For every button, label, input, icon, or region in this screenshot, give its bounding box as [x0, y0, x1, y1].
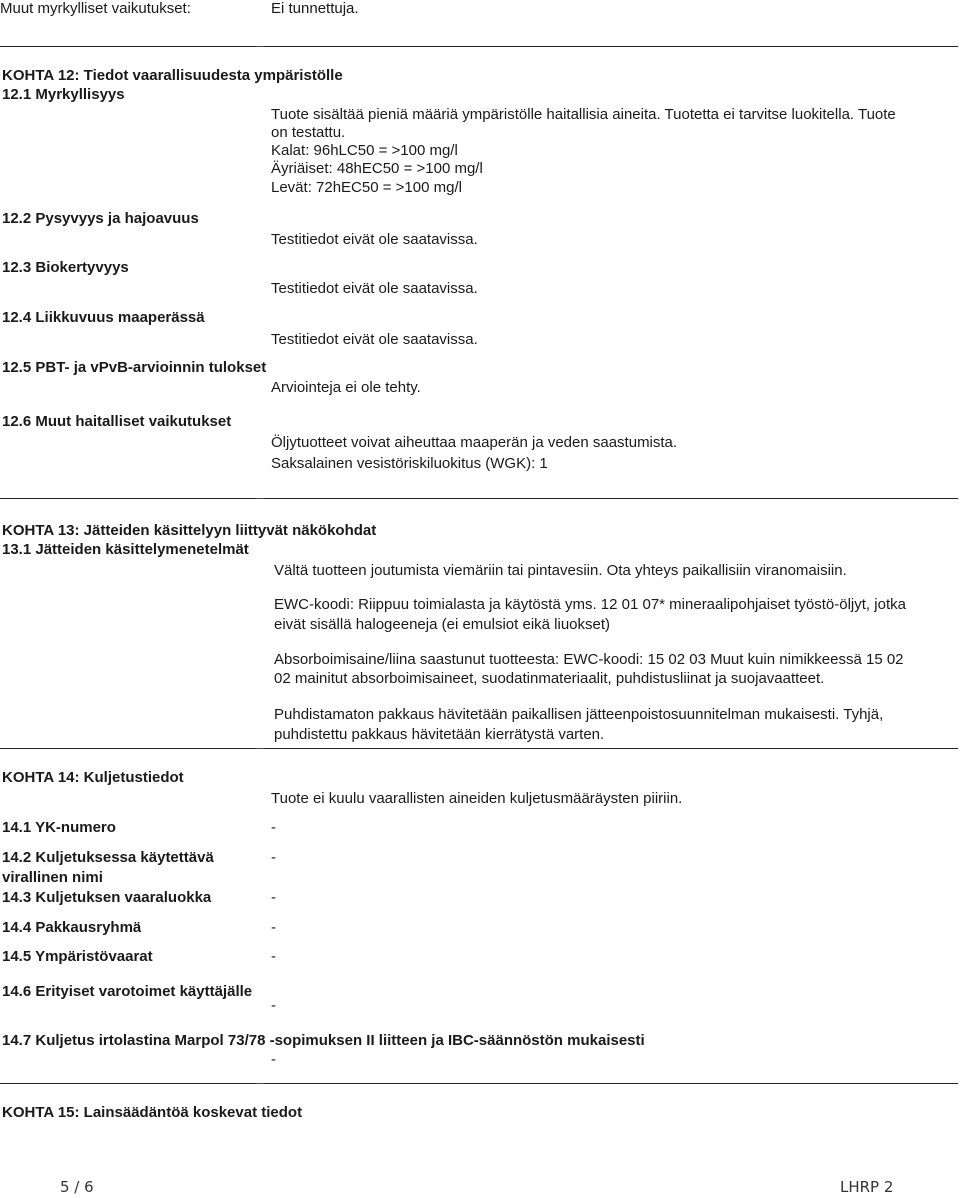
other-effects-line: Öljytuotteet voivat aiheuttaa maaperän ja veden saastumista. — [271, 434, 678, 451]
section-14-heading: KOHTA 14: Kuljetustiedot — [2, 769, 184, 786]
special-precautions-value: - — [271, 997, 276, 1014]
waste-paragraph: Absorboimisaine/liina saastunut tuotteesta: EWC-koodi: 15 02 03 Muut kuin nimikkeessä 15 02 — [274, 651, 904, 668]
other-toxic-effects-label: Muut myrkylliset vaikutukset: — [0, 0, 191, 17]
other-toxic-effects-value: Ei tunnettuja. — [271, 0, 359, 17]
waste-methods-label: 13.1 Jätteiden käsittelymenetelmät — [2, 541, 249, 558]
section-15-heading: KOHTA 15: Lainsäädäntöä koskevat tiedot — [2, 1104, 303, 1121]
divider-tick — [256, 46, 264, 47]
bulk-transport-label: 14.7 Kuljetus irtolastina Marpol 73/78 -sopimuksen II liitteen ja IBC-säännöstön mukaisesti — [2, 1032, 645, 1049]
shipping-name-label: 14.2 Kuljetuksessa käytettävä — [2, 849, 214, 866]
divider-tick — [256, 498, 264, 499]
waste-paragraph: Vältä tuotteen joutumista viemäriin tai pintavesiin. Ota yhteys paikallisiin viranomaisiin. — [274, 562, 847, 579]
waste-paragraph: EWC-koodi: Riippuu toimialasta ja käytöstä yms. 12 01 07* mineraalipohjaiset työstö-öljyt, jotka — [274, 596, 906, 613]
waste-paragraph: puhdistettu pakkaus hävitetään kierrätystä varten. — [274, 726, 605, 743]
pbt-value: Arviointeja ei ole tehty. — [271, 379, 421, 396]
waste-paragraph: Puhdistamaton pakkaus hävitetään paikallisen jätteenpoistosuunnitelman mukaisesti. Tyhjä, — [274, 706, 884, 723]
section-divider — [0, 46, 958, 47]
special-precautions-label: 14.6 Erityiset varotoimet käyttäjälle — [2, 983, 253, 1000]
pbt-label: 12.5 PBT- ja vPvB-arvioinnin tulokset — [2, 359, 267, 376]
persistence-value: Testitiedot eivät ole saatavissa. — [271, 231, 478, 248]
mobility-value: Testitiedot eivät ole saatavissa. — [271, 331, 478, 348]
page-number: 5 / 6 — [60, 1178, 94, 1196]
packing-group-value: - — [271, 919, 276, 936]
mobility-label: 12.4 Liikkuvuus maaperässä — [2, 309, 205, 326]
persistence-label: 12.2 Pysyvyys ja hajoavuus — [2, 210, 199, 227]
un-number-label: 14.1 YK-numero — [2, 819, 116, 836]
waste-paragraph: eivät sisällä halogeeneja (ei emulsiot eikä liuokset) — [274, 616, 611, 633]
divider-tick — [256, 1083, 264, 1084]
waste-paragraph: 02 mainitut absorboimisaineet, suodatinmateriaalit, puhdistusliinat ja suojavaatteet. — [274, 670, 825, 687]
environmental-hazards-value: - — [271, 948, 276, 965]
toxicity-line: Kalat: 96hLC50 = >100 mg/l — [271, 142, 458, 159]
section-12-heading: KOHTA 12: Tiedot vaarallisuudesta ympäristölle — [2, 67, 343, 84]
document-code: LHRP 2 — [840, 1178, 894, 1196]
toxicity-line: Äyriäiset: 48hEC50 = >100 mg/l — [271, 160, 483, 177]
packing-group-label: 14.4 Pakkausryhmä — [2, 919, 142, 936]
section-divider — [0, 748, 958, 749]
divider-tick — [256, 748, 264, 749]
un-number-value: - — [271, 819, 276, 836]
bioaccumulation-label: 12.3 Biokertyvyys — [2, 259, 129, 276]
hazard-class-label: 14.3 Kuljetuksen vaaraluokka — [2, 889, 212, 906]
bulk-transport-value: - — [271, 1051, 276, 1068]
section-divider — [0, 1083, 958, 1084]
toxicity-line: on testattu. — [271, 124, 346, 141]
toxicity-line: Tuote sisältää pieniä määriä ympäristölle haitallisia aineita. Tuotetta ei tarvitse luokitella. Tuote — [271, 106, 896, 123]
shipping-name-label: virallinen nimi — [2, 869, 103, 886]
other-effects-line: Saksalainen vesistöriskiluokitus (WGK): 1 — [271, 455, 548, 472]
section-divider — [0, 498, 958, 499]
transport-note: Tuote ei kuulu vaarallisten aineiden kuljetusmääräysten piiriin. — [271, 790, 683, 807]
shipping-name-value: - — [271, 849, 276, 866]
section-13-heading: KOHTA 13: Jätteiden käsittelyyn liittyvät näkökohdat — [2, 522, 377, 539]
toxicity-line: Levät: 72hEC50 = >100 mg/l — [271, 179, 462, 196]
hazard-class-value: - — [271, 889, 276, 906]
other-effects-label: 12.6 Muut haitalliset vaikutukset — [2, 413, 232, 430]
toxicity-label: 12.1 Myrkyllisyys — [2, 86, 125, 103]
environmental-hazards-label: 14.5 Ympäristövaarat — [2, 948, 153, 965]
bioaccumulation-value: Testitiedot eivät ole saatavissa. — [271, 280, 478, 297]
